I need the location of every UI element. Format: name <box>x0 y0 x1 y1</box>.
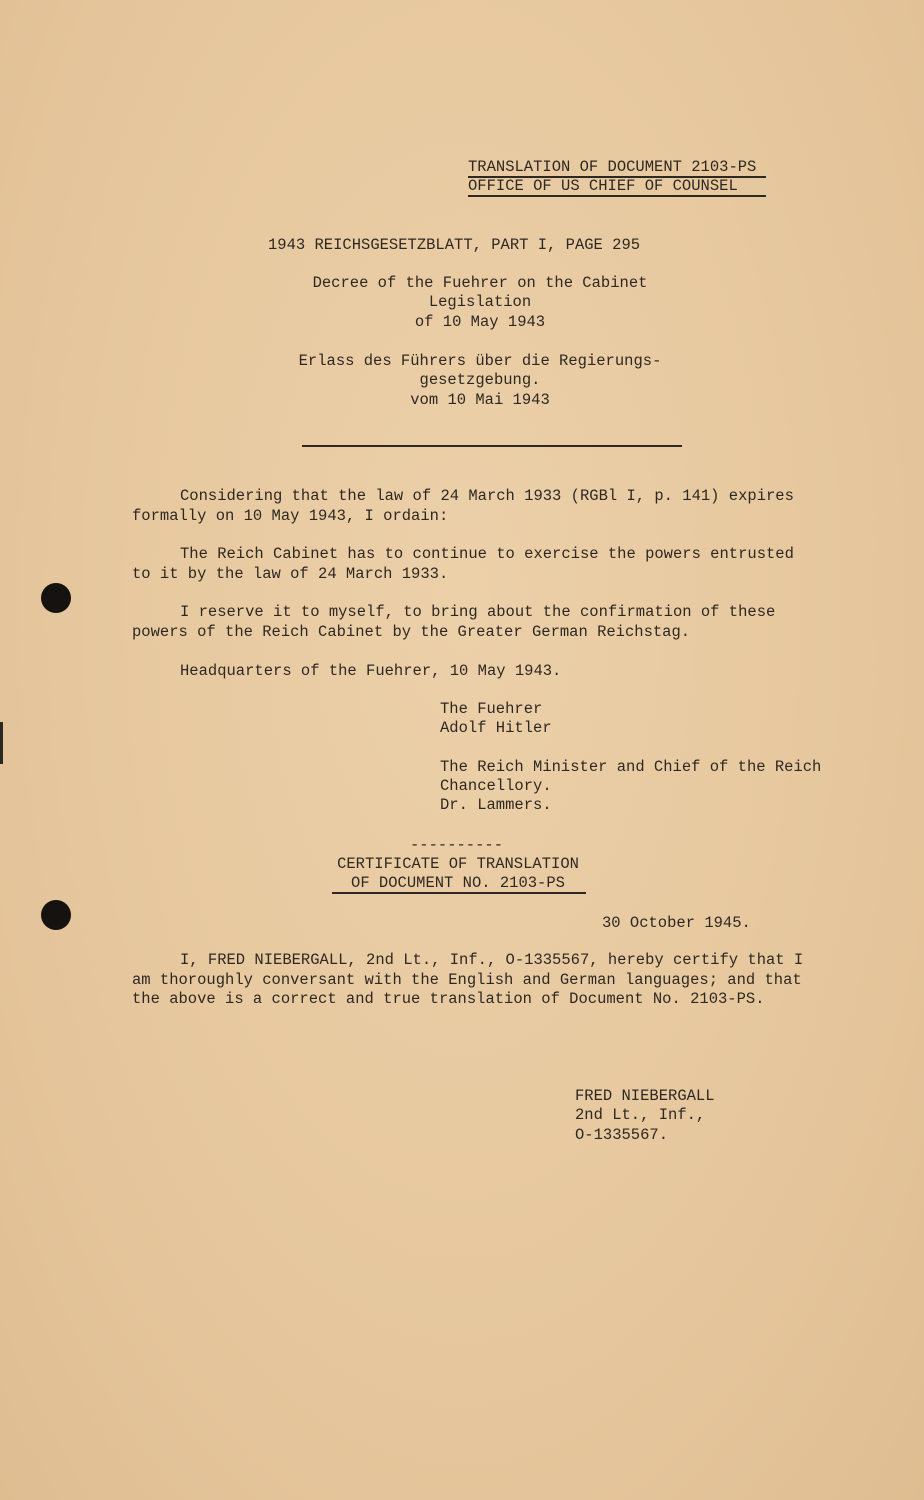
source-citation: 1943 REICHSGESETZBLATT, PART I, PAGE 295 <box>268 236 641 254</box>
header-underline-2 <box>468 195 766 197</box>
title-en-line-1: Decree of the Fuehrer on the Cabinet <box>312 274 648 292</box>
paragraph-1-line-1: Considering that the law of 24 March 1933 (RGBl I, p. 141) expires <box>180 487 794 505</box>
section-divider <box>302 445 682 447</box>
signature-minister-line-3: Dr. Lammers. <box>440 796 552 814</box>
paragraph-4: Headquarters of the Fuehrer, 10 May 1943. <box>180 662 562 680</box>
edge-mark <box>0 722 3 764</box>
certificate-title-1: CERTIFICATE OF TRANSLATION <box>337 855 579 873</box>
header-line-2: OFFICE OF US CHIEF OF COUNSEL <box>468 177 738 195</box>
paragraph-2-line-2: to it by the law of 24 March 1933. <box>132 565 449 583</box>
certificate-underline <box>332 892 586 894</box>
paragraph-3-line-1: I reserve it to myself, to bring about the confirmation of these <box>180 603 776 621</box>
title-de-line-3: vom 10 Mai 1943 <box>410 391 550 409</box>
signature-minister-line-1: The Reich Minister and Chief of the Reich <box>440 758 822 776</box>
header-line-1: TRANSLATION OF DOCUMENT 2103-PS <box>468 158 757 176</box>
title-en-line-3: of 10 May 1943 <box>414 313 546 331</box>
signature-fuehrer-line-1: The Fuehrer <box>440 700 543 718</box>
punch-hole-bottom <box>41 900 71 930</box>
paragraph-3-line-2: powers of the Reich Cabinet by the Greater German Reichstag. <box>132 623 691 641</box>
certificate-text-line-3: the above is a correct and true translation of Document No. 2103-PS. <box>132 990 765 1008</box>
certificate-text-line-2: am thoroughly conversant with the English and German languages; and that <box>132 971 802 989</box>
signature-fuehrer-line-2: Adolf Hitler <box>440 719 552 737</box>
title-de-line-2: gesetzgebung. <box>419 371 541 389</box>
signer-line-1: FRED NIEBERGALL <box>575 1087 715 1105</box>
certificate-dashes: ---------- <box>410 836 504 854</box>
certificate-date: 30 October 1945. <box>602 914 751 932</box>
signature-minister-line-2: Chancellory. <box>440 777 552 795</box>
title-en-line-2: Legislation <box>428 293 532 311</box>
certificate-title-2: OF DOCUMENT NO. 2103-PS <box>351 874 565 892</box>
title-de-line-1: Erlass des Führers über die Regierungs- <box>298 352 662 370</box>
signer-line-3: O-1335567. <box>575 1126 669 1144</box>
punch-hole-top <box>41 583 71 613</box>
certificate-text-line-1: I, FRED NIEBERGALL, 2nd Lt., Inf., O-1335567, hereby certify that I <box>180 951 804 969</box>
paragraph-2-line-1: The Reich Cabinet has to continue to exercise the powers entrusted <box>180 545 794 563</box>
signer-line-2: 2nd Lt., Inf., <box>575 1106 706 1124</box>
paragraph-1-line-2: formally on 10 May 1943, I ordain: <box>132 507 449 525</box>
